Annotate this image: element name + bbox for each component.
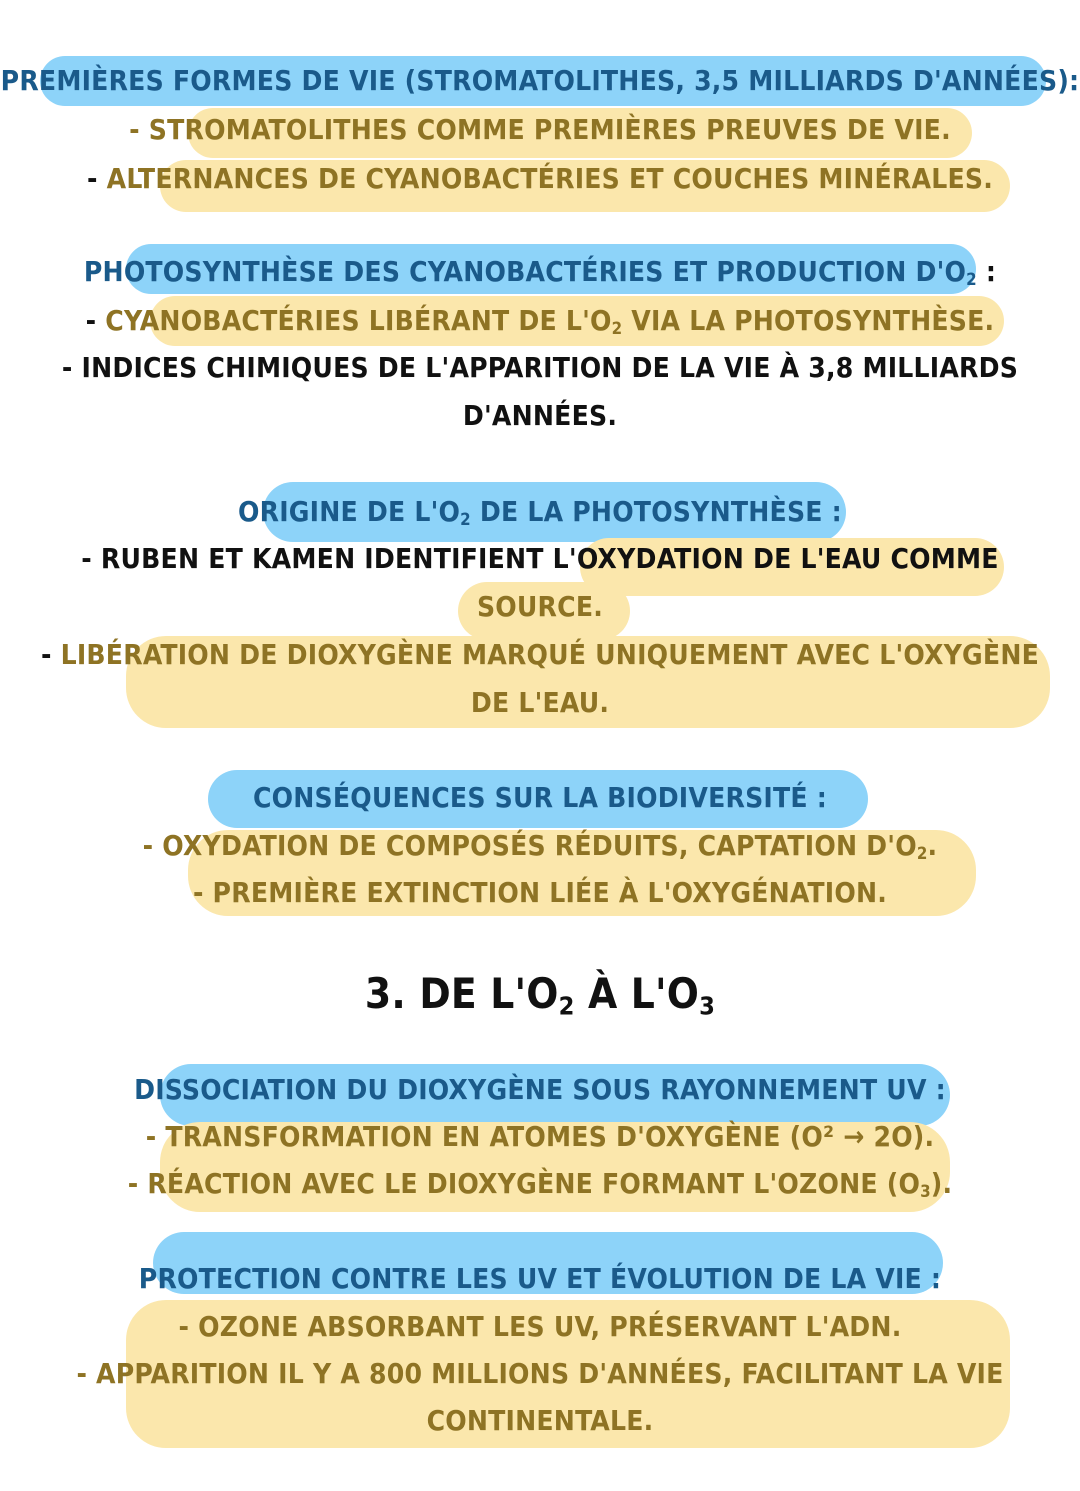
bullet-text: DE L'EAU. [470, 686, 610, 719]
section-heading: PHOTOSYNTHÈSE DES CYANOBACTÉRIES ET PRODUCTION $D'O_2$ : [83, 255, 997, 290]
bullet-text: - TRANSFORMATION EN ATOMES D'OXYGÈNE (O² → 2O). [145, 1120, 935, 1153]
bullet-text: ALTERNANCES DE CYANOBACTÉRIES ET COUCHES MINÉRALES. [106, 162, 993, 195]
bullet-item: - CYANOBACTÉRIES LIBÉRANT DE $L'O_2$ VIA LA PHOTOSYNTHÈSE. [85, 304, 995, 339]
bullet-text: SOURCE. [476, 590, 604, 623]
chapter-title: 3. DE $L'O_2$ À $L'O_3$ [364, 969, 716, 1021]
bullet-item: - LIBÉRATION DE DIOXYGÈNE MARQUÉ UNIQUEMENT AVEC L'OXYGÈNE [40, 638, 1040, 671]
bullet-text: - STROMATOLITHES COMME PREMIÈRES PREUVES DE VIE. [129, 113, 951, 146]
bullet-item: - OXYDATION DE COMPOSÉS RÉDUITS, CAPTATION $D'O_2$. [142, 829, 938, 864]
bullet-item: - ALTERNANCES DE CYANOBACTÉRIES ET COUCHES MINÉRALES. [87, 162, 993, 195]
bullet-text: - PREMIÈRE EXTINCTION LIÉE À L'OXYGÉNATION. [192, 876, 888, 909]
section-heading: PROTECTION CONTRE LES UV ET ÉVOLUTION DE LA VIE : [138, 1262, 942, 1295]
section-heading: PREMIÈRES FORMES DE VIE (STROMATOLITHES, 3,5 MILLIARDS D'ANNÉES): [0, 64, 1080, 97]
bullet-text: - APPARITION IL Y A 800 MILLIONS D'ANNÉES, FACILITANT LA VIE [76, 1357, 1004, 1390]
section-heading: CONSÉQUENCES SUR LA BIODIVERSITÉ : [252, 781, 828, 814]
bullet-item: - RÉACTION AVEC LE DIOXYGÈNE FORMANT L'OZONE $(O_3)$. [127, 1167, 953, 1202]
bullet-text: - RUBEN ET KAMEN IDENTIFIENT L'OXYDATION DE L'EAU COMME [81, 542, 999, 575]
bullet-text: - OZONE ABSORBANT LES UV, PRÉSERVANT L'ADN. [178, 1310, 902, 1343]
bullet-text: CONTINENTALE. [426, 1404, 654, 1437]
bullet-text: D'ANNÉES. [462, 399, 618, 432]
section-heading: DISSOCIATION DU DIOXYGÈNE SOUS RAYONNEMENT UV : [134, 1073, 946, 1106]
section-heading: ORIGINE DE $L'O_2$ DE LA PHOTOSYNTHÈSE : [238, 495, 842, 530]
bullet-text: - INDICES CHIMIQUES DE L'APPARITION DE LA VIE À 3,8 MILLIARDS [61, 351, 1019, 384]
